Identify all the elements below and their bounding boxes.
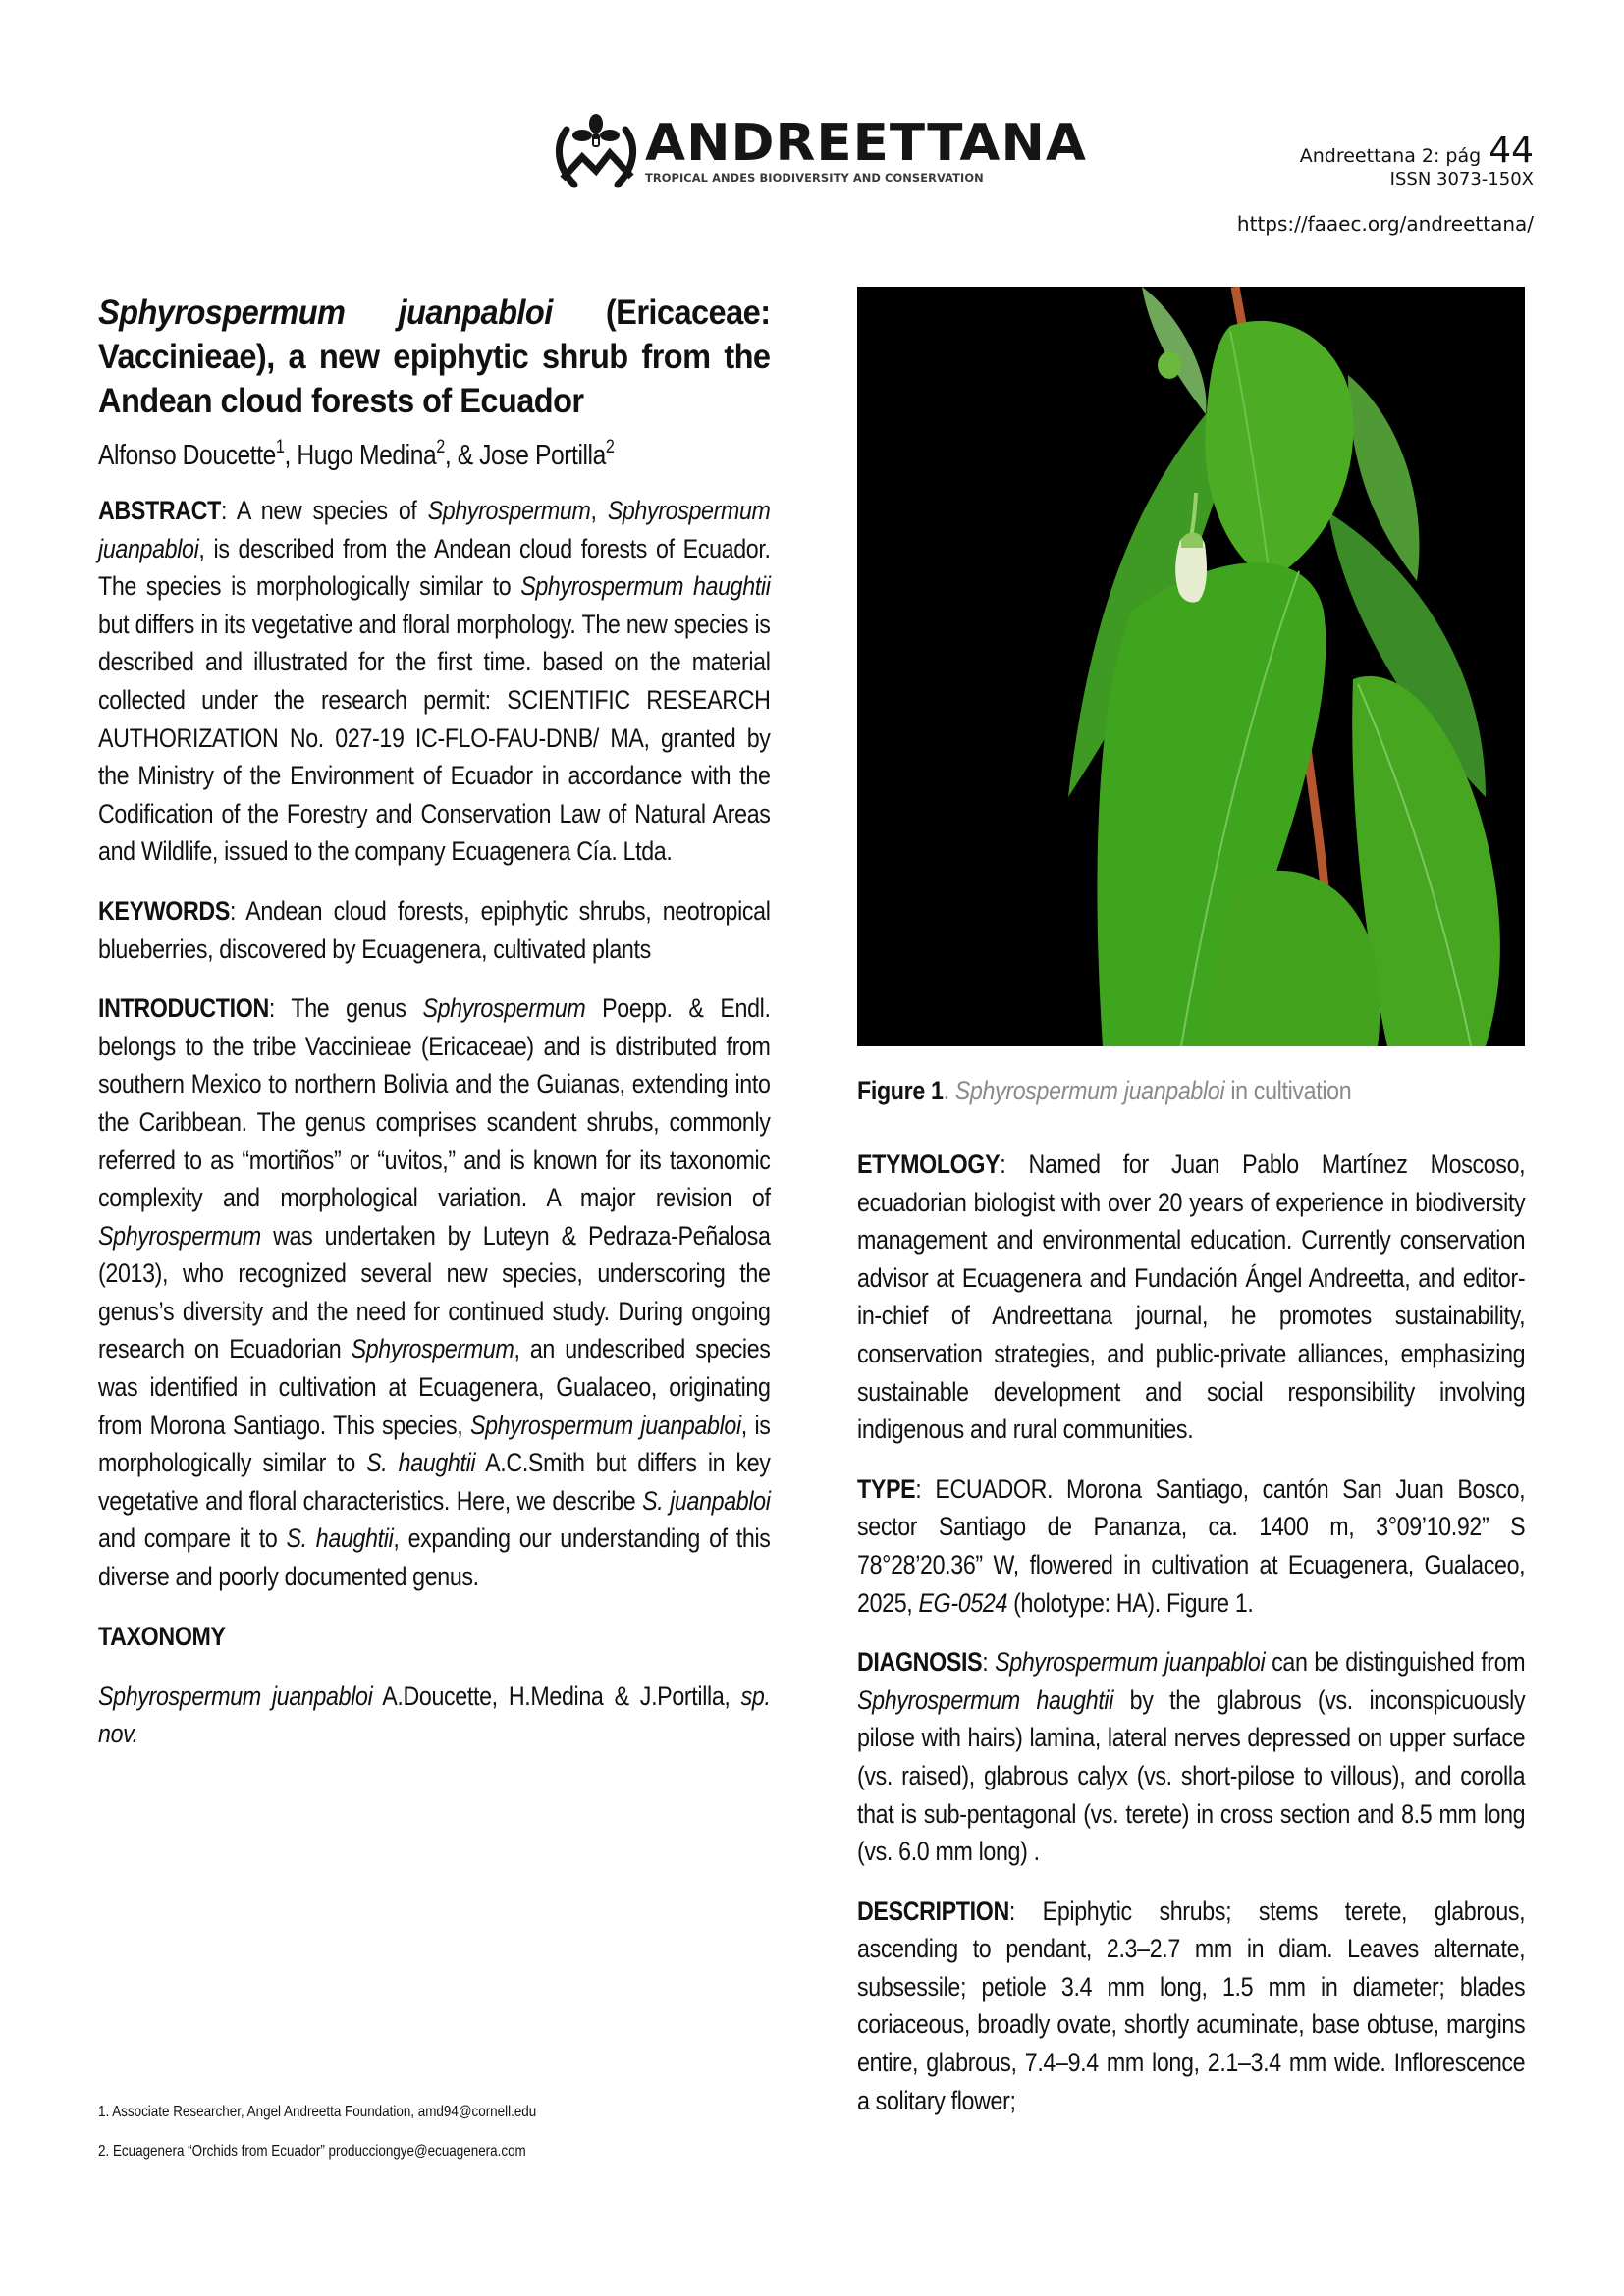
abstract-text: : A new species of — [220, 496, 428, 525]
taxon-status: sp. nov. — [98, 1681, 771, 1749]
title-species: Sphyrospermum juanpabloi — [98, 294, 553, 332]
diagnosis-text: by the glabrous (vs. inconspicuously pilose with hairs) lamina, lateral nerves depressed on upper surface (vs. raised), glabrous calyx (vs. short-pilose to villous), and corolla that is sub-pentagonal (vs. terete) in cross section and 8.5 mm long (vs. 6.0 mm long) . — [857, 1684, 1526, 1867]
author-separator: , & — [444, 440, 480, 471]
species-name: Sphyrospermum juanpabloi — [995, 1647, 1266, 1678]
abstract-text: , is described from the Andean cloud forests of Ecuador. The species is morphologically similar to — [98, 533, 771, 602]
type-text: : ECUADOR. Morona Santiago, cantón San Juan Bosco, sector Santiago de Pananza, ca. 1400 m, 3°09’10.92” S 78°28’20.36” W, flowered in cultivation at Ecuagenera, Gualaceo, 2025, — [857, 1473, 1526, 1618]
footnote: 2. Ecuagenera “Orchids from Ecuador” producciongye@ecuagenera.com — [98, 2143, 526, 2160]
abstract-paragraph — [98, 492, 771, 871]
species-name: Sphyrospermum juanpabloi — [469, 1410, 741, 1440]
etymology-paragraph — [857, 1146, 1525, 1449]
species-name: S. haughtii — [286, 1523, 394, 1554]
species-name: Sphyrospermum — [351, 1334, 514, 1364]
title-rest: (Ericaceae: Vaccinieae), a new epiphytic shrub from the Andean cloud forests of Ecuador — [98, 294, 771, 420]
figure-label: Figure 1 — [857, 1076, 944, 1105]
specimen-code: EG-0524 — [918, 1587, 1008, 1618]
author-list — [98, 437, 670, 472]
keywords-paragraph — [98, 892, 771, 968]
intro-text: was undertaken by Luteyn & Pedraza-Peñalosa (2013), who recognized several new species, underscoring the genus’s diversity and the need for continued study. During ongoing research on Ecuadorian — [98, 1220, 771, 1364]
taxonomy-heading: TAXONOMY — [98, 1621, 226, 1651]
author-name: Alfonso Doucette — [98, 440, 276, 471]
species-name: Sphyrospermum juanpabloi — [98, 1681, 373, 1711]
species-name: Sphyrospermum juanpabloi — [98, 496, 771, 563]
intro-text: , is morphologically similar to — [98, 1410, 771, 1478]
journal-tagline: TROPICAL ANDES BIODIVERSITY AND CONSERVATION — [645, 171, 984, 185]
author-affiliation: 1 — [275, 437, 285, 457]
intro-text: A.C.Smith but differs in key vegetative and floral characteristics. Here, we describe — [98, 1448, 771, 1516]
diagnosis-label: DIAGNOSIS — [857, 1647, 983, 1678]
journal-name: ANDREETTANA — [645, 114, 1087, 173]
taxon-authority: A.Doucette, H.Medina & J.Portilla, — [372, 1681, 741, 1711]
type-text: (holotype: HA). Figure 1. — [1007, 1587, 1254, 1618]
type-label: TYPE — [857, 1473, 916, 1504]
author-separator: , — [284, 440, 298, 471]
introduction-label: INTRODUCTION — [98, 993, 269, 1024]
journal-masthead — [553, 110, 1087, 192]
issue-label: Andreettana 2: pág — [1299, 145, 1482, 167]
author-affiliation: 2 — [436, 437, 445, 457]
species-name: S. haughtii — [366, 1448, 476, 1478]
abstract-text: , — [590, 496, 608, 525]
species-name: Sphyrospermum haughtii — [520, 571, 771, 602]
caption-text: in cultivation — [1224, 1076, 1352, 1105]
issue-info — [1300, 133, 1534, 189]
type-paragraph — [857, 1470, 1525, 1622]
species-name: Sphyrospermum — [98, 1220, 261, 1251]
figure-1-photo — [857, 287, 1525, 1046]
footnotes — [98, 2104, 676, 2182]
intro-text: and compare it to — [98, 1523, 287, 1554]
abstract-label: ABSTRACT — [98, 496, 221, 525]
diagnosis-text: can be distinguished from — [1265, 1647, 1526, 1678]
species-name: Sphyrospermum haughtii — [857, 1684, 1114, 1715]
keywords-text: : Andean cloud forests, epiphytic shrubs, neotropical blueberries, discovered by Ecuagenera, cultivated plants — [98, 895, 771, 964]
intro-text: : The genus — [268, 993, 423, 1024]
plant-photo-icon — [857, 287, 1525, 1046]
article-title — [98, 291, 770, 423]
footnote: 1. Associate Researcher, Angel Andreetta Foundation, amd94@cornell.edu — [98, 2104, 537, 2120]
species-name: S. juanpabloi — [642, 1485, 771, 1516]
diagnosis-paragraph — [857, 1643, 1525, 1871]
author-affiliation: 2 — [605, 437, 615, 457]
introduction-paragraph — [98, 989, 771, 1596]
author-name: Hugo Medina — [297, 440, 437, 471]
description-paragraph — [857, 1893, 1525, 2120]
left-column — [98, 291, 771, 1753]
caption-separator: . — [943, 1076, 955, 1105]
diagnosis-text: : — [982, 1647, 996, 1678]
abstract-text: but differs in its vegetative and floral morphology. The new species is described and illustrated for the first time. based on the material collected under the research permit: SCIENTIFIC RESEARCH AUTHORIZATION No. 027-19 IC-FLO-FAU-DNB/ MA, granted by the Ministry of the Environment of Ecuador in accordance with the Codification of the Forestry and Conservation Law of Natural Areas and Wildlife, issued to the company Ecuagenera Cía. Ltda. — [98, 609, 771, 867]
species-name: Sphyrospermum — [422, 993, 586, 1024]
journal-url-link[interactable]: https://faaec.org/andreettana/ — [1236, 212, 1534, 236]
species-name: Sphyrospermum — [427, 496, 591, 525]
taxon-name-line — [98, 1678, 771, 1753]
issn: ISSN 3073-150X — [1389, 169, 1534, 189]
etymology-text: : Named for Juan Pablo Martínez Moscoso, ecuadorian biologist with over 20 years of experience in biodiversity management and environmental education. Currently conservation advisor at Ecuagenera and Fundación Ángel Andreetta, and editor-in-chief of Andreettana journal, he promotes sustainability, conservation strategies, and public-private alliances, emphasizing sustainable development and social responsibility involving indigenous and rural communities. — [857, 1149, 1526, 1445]
orchid-mountain-logo-icon — [553, 110, 639, 192]
description-text: : Epiphytic shrubs; stems terete, glabrous, ascending to pendant, 2.3–2.7 mm in diam. Leaves alternate, subsessile; petiole 3.4 mm long, 1.5 mm in diameter; blades coriaceous, broadly ovate, shortly acuminate, base obtuse, margins entire, glabrous, 7.4–9.4 mm long, 2.1–3.4 mm wide. Inflorescence a solitary flower; — [857, 1896, 1526, 2115]
intro-text: , expanding our understanding of this diverse and poorly documented genus. — [98, 1523, 771, 1592]
etymology-label: ETYMOLOGY — [857, 1149, 1001, 1179]
keywords-label: KEYWORDS — [98, 895, 230, 926]
intro-text: , an undescribed species was identified in cultivation at Ecuagenera, Gualaceo, originating from Morona Santiago. This species, — [98, 1334, 771, 1440]
page-number: 44 — [1489, 131, 1534, 171]
author-name: Jose Portilla — [479, 440, 606, 471]
right-column — [857, 287, 1525, 2119]
caption-species: Sphyrospermum juanpabloi — [954, 1076, 1225, 1105]
figure-caption — [857, 1076, 1432, 1106]
intro-text: Poepp. & Endl. belongs to the tribe Vaccinieae (Ericaceae) and is distributed from southern Mexico to northern Bolivia and the Guianas, extending into the Caribbean. The genus comprises scandent shrubs, commonly referred to as “mortiños” or “uvitos,” and is known for its taxonomic complexity and morphological variation. A major revision of — [98, 993, 771, 1213]
description-label: DESCRIPTION — [857, 1896, 1009, 1926]
